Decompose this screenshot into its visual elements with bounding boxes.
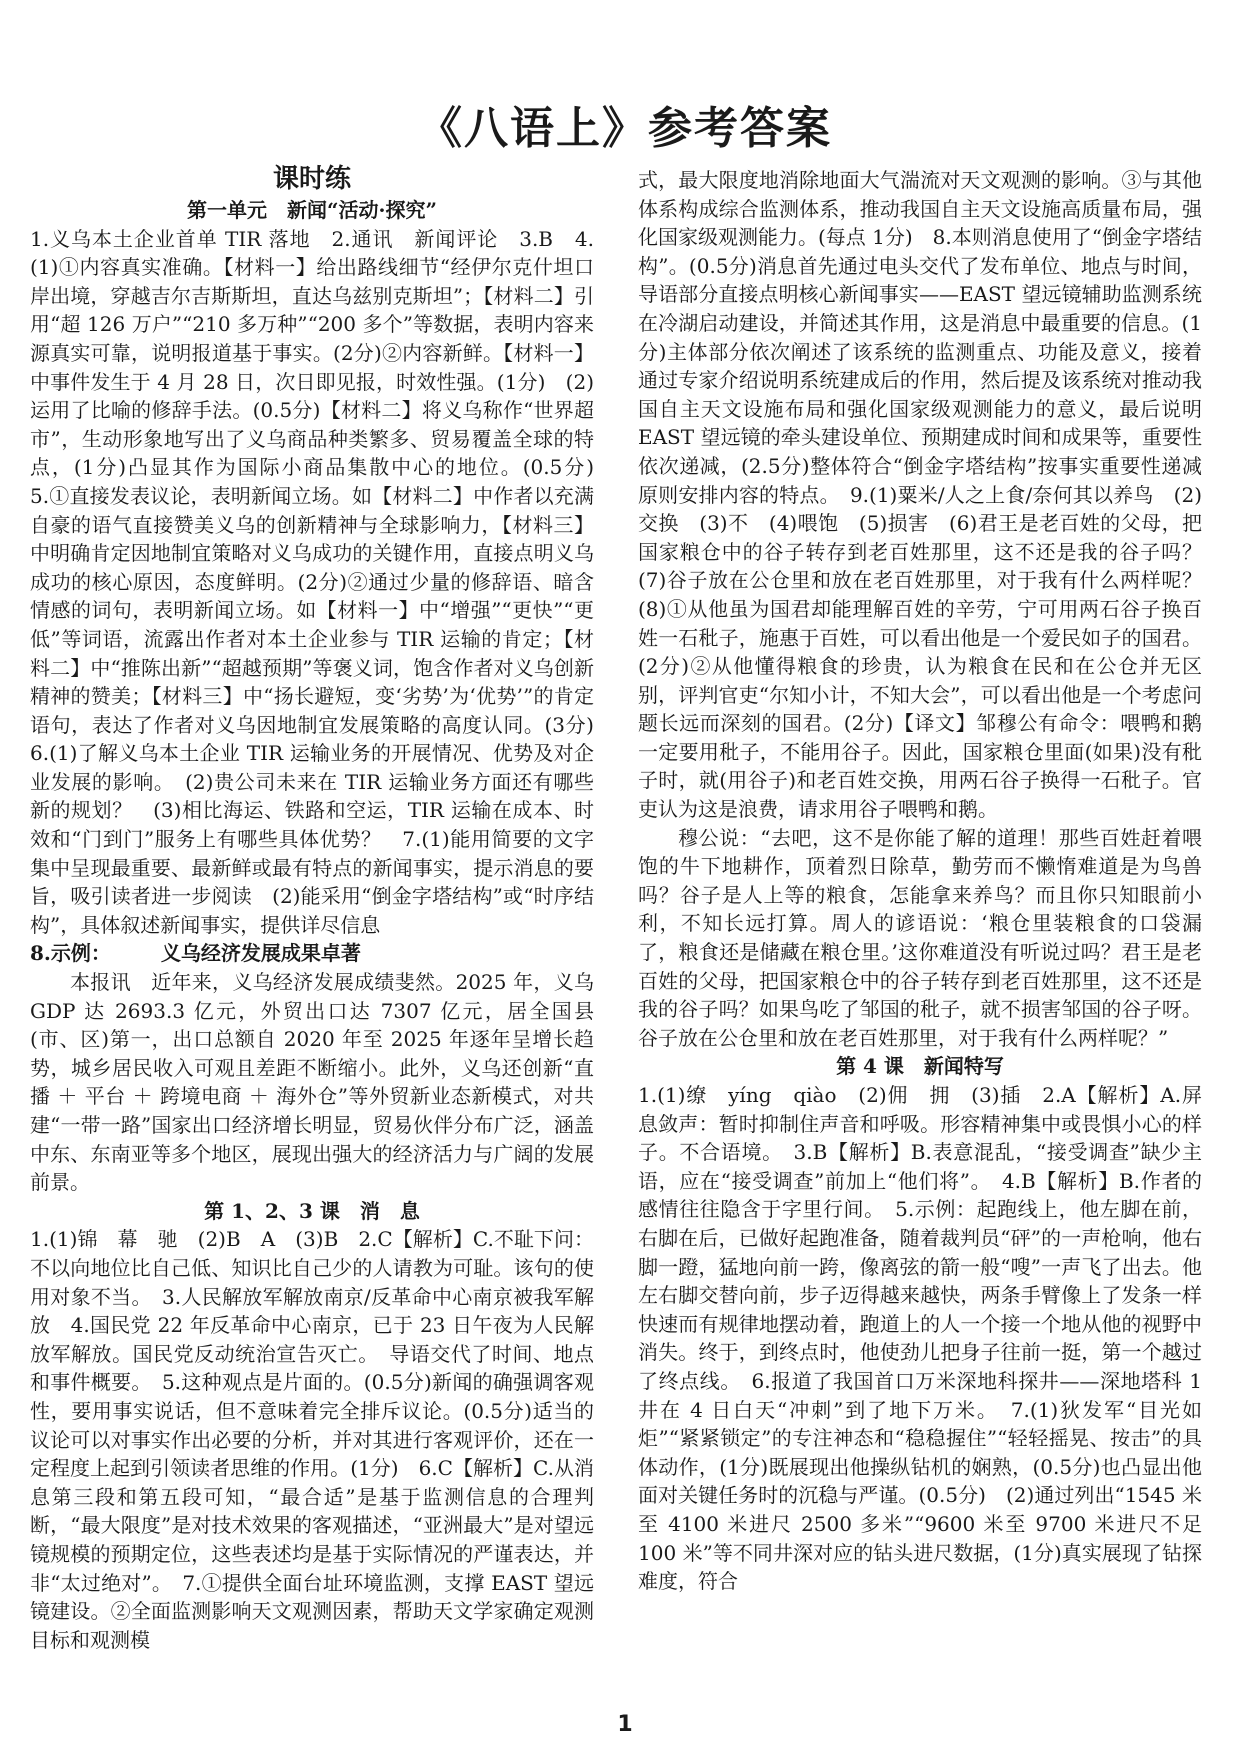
answer-block: 1.义乌本土企业首单 TIR 落地 2.通讯 新闻评论 3.B 4.(1)①内容真实准确。【材料一】给出路线细节“经伊尔克什坦口岸出境，穿越吉尔吉斯斯坦，直达乌兹别克斯坦”；【材料二】引用“超 126 万户”“210 多万种”“200 多个”等数据，表明内容来源真实可靠，说明报道基于事实。(2分)②内容新鲜。【材料一】中事件发生于 4 月 28 日，次日即见报，时效性强。(1分) (2)运用了比喻的修辞手法。(0.5分)【材料二】将义乌称作“世界超市”，生动形象地写出了义乌商品种类繁多、贸易覆盖全球的特点，(1分)凸显其作为国际小商品集散中心的地位。(0.5分) 5.①直接发表议论，表明新闻立场。如【材料二】中作者以充满自豪的语气直接赞美义乌的创新精神与全球影响力，【材料三】中明确肯定因地制宜策略对义乌成功的关键作用，直接点明义乌成功的核心原因，态度鲜明。(2分)②通过少量的修辞语、暗含情感的词句，表明新闻立场。如【材料一】中“增强”“更快”“更低”等词语，流露出作者对本土企业参与 TIR 运输的肯定；【材料二】中“推陈出新”“超越预期”等褒义词，饱含作者对义乌创新精神的赞美；【材料三】中“扬长避短，变‘劣势’为‘优势’”的肯定语句，表达了作者对义乌因地制宜发展策略的高度认同。(3分) 6.(1)了解义乌本土企业 TIR 运输业务的开展情况、优势及对企业发展的影响。 (2)贵公司未来在 TIR 运输业务方面还有哪些新的规划？ (3)相比海运、铁路和空运，TIR 运输在成本、时效和“门到门”服务上有哪些具体优势？ 7.(1)能用简要的文字集中呈现最重要、最新鲜或最有特点的新闻事实，提示消息的要旨，吸引读者进一步阅读 (2)能采用“倒金字塔结构”或“时序结构”，具体叙述新闻事实，提供详尽信息 <box>30 226 614 937</box>
section-heading: 课时练 <box>272 164 351 194</box>
translation-text: 穆公说：“去吧，这不是你能了解的道理！那些百姓赶着喂饱的牛下地耕作，顶着烈日除草，勤劳而不懒惰难道是为鸟兽吗？谷子是人上等的粮食，怎能拿来养鸟？而且你只知眼前小利，不知长远打算。周人的谚语说：‘粮仓里装粮食的口袋漏了，粮食还是储藏在粮仓里。’这你难道没有听说过吗？君王是老百姓的父母，把国家粮仓中的谷子转存到老百姓那里，这不还是我的谷子吗？如果鸟吃了邹国的秕子，就不损害邹国的谷子呀。谷子放在公仓里和放在老百姓那里，对于我有什么两样呢？” <box>638 825 1202 1050</box>
unit-heading: 第一单元 新闻“活动·探究” <box>187 198 437 222</box>
example-heading: 8.示例： 义乌经济发展成果卓著 <box>30 941 361 966</box>
page-number: 1 <box>617 1712 633 1737</box>
answer-block: 1.(1)锦 幕 驰 (2)B A (3)B 2.C【解析】C.不耻下问：不以向地位比自己低、知识比自己少的人请教为可耻。该句的使用对象不当。 3.人民解放军解放南京/反革命中心南京被我军解放 4.国民党 22 年反革命中心南京，已于 23 日午夜为人民解放军解放。国民党反动统治宣告灭亡。 导语交代了时间、地点和事件概要。 5.这种观点是片面的。(0.5分)新闻的确强调客观性，要用事实说话，但不意味着完全排斥议论。(0.5分)适当的议论可以对事实作出必要的分析，并对其进行客观评价，还在一定程度上起到引领读者思维的作用。(1分) 6.C【解析】C.从消息第三段和第五段可知，“最合适”是基于监测信息的合理判断，“最大限度”是对技术效果的客观描述，“亚洲最大”是对望远镜规模的预期定位，这些表述均是基于实际情况的严谨表达，并非“太过绝对”。 7.①提供全面台址环境监测，支撑 EAST 望远镜建设。②全面监测影响天文观测因素，帮助天文学家确定观测目标和观测模 <box>30 1227 594 1652</box>
right-column <box>638 166 1222 1701</box>
page-title: 《八语上》参考答案 <box>418 103 832 154</box>
answer-block: 1.(1)缭 yíng qiào (2)佣 拥 (3)插 2.A【解析】A.屏息敛声：暂时抑制住声音和呼吸。形容精神集中或畏惧小心的样子。不合语境。 3.B【解析】B.表意混乱，“接受调查”缺少主语，应在“接受调查”前加上“他们将”。 4.B【解析】B.作者的感情往往隐含于字里行间。 5.示例：起跑线上，他左脚在前，右脚在后，已做好起跑准备，随着裁判员“砰”的一声枪响，他右脚一蹬，猛地向前一跨，像离弦的箭一般“嗖”一声飞了出去。他左右脚交替向前，步子迈得越来越快，两条手臂像上了发条一样快速而有规律地摆动着，跑道上的人一个接一个地从他的视野中消失。终于，到终点时，他使劲儿把身子往前一挺，第一个越过了终点线。 6.报道了我国首口万米深地科探井——深地塔科 1 井在 4 日白天“冲刺”到了地下万米。 7.(1)狄发军“目光如炬”“紧紧锁定”的专注神态和“稳稳握住”“轻轻摇晃、按击”的具体动作，(1分)既展现出他操纵钻机的娴熟，(0.5分)也凸显出他面对关键任务时的沉稳与严谨。(0.5分) (2)通过列出“1545 米至 4100 米进尺 2500 多米”“9600 米至 9700 米进尺不足 100 米”等不同井深对应的钻头进尺数据，(1分)真实展现了钻探难度，符合 <box>638 1083 1202 1594</box>
lesson-heading: 第 1、2、3 课 消 息 <box>204 1198 420 1223</box>
answer-block: 式，最大限度地消除地面大气湍流对天文观测的影响。③与其他体系构成综合监测体系，推动我国自主天文设施高质量布局，强化国家级观测能力。(每点 1分) 8.本则消息使用了“倒金字塔结构”。(0.5分)消息首先通过电头交代了发布单位、地点与时间，导语部分直接点明核心新闻事实——EAST 望远镜辅助监测系统在冷湖启动建设，并简述其作用，这是消息中最重要的信息。(1分)主体部分依次阐述了该系统的监测重点、功能及意义，接着通过专家介绍说明系统建成后的作用，然后提及该系统对推动我国自主天文设施布局和强化国家级观测能力的意义，最后说明 EAST 望远镜的牵头建设单位、预期建成时间和成果等，重要性依次递减，(2.5分)整体符合“倒金字塔结构”按事实重要性递减原则安排内容的特点。 9.(1)粟米/人之上食/奈何其以养鸟 (2)交换 (3)不 (4)喂饱 (5)损害 (6)君王是老百姓的父母，把国家粮仓中的谷子转存到老百姓那里，这不还是我的谷子吗？ (7)谷子放在公仓里和放在老百姓那里，对于我有什么两样呢？ (8)①从他虽为国君却能理解百姓的辛劳，宁可用两石谷子换百姓一石秕子，施惠于百姓，可以看出他是一个爱民如子的国君。(2分)②从他懂得粮食的珍贵，认为粮食在民和在公仓并无区别，评判官吏“尔知小计，不知大会”，可以看出他是一个考虑问题长远而深刻的国君。(2分)【译文】邹穆公有命令：喂鸭和鹅一定要用秕子，不能用谷子。因此，国家粮仓里面(如果)没有秕子时，就(用谷子)和老百姓交换，用两石谷子换得一石秕子。官吏认为这是浪费，请求用谷子喂鸭和鹅。 <box>638 168 1222 822</box>
lesson-heading: 第 4 课 新闻特写 <box>836 1054 1004 1079</box>
example-news-text: 本报讯 近年来，义乌经济发展成绩斐然。2025 年，义乌 GDP 达 2693.3 亿元，外贸出口达 7307 亿元，居全国县(市、区)第一，出口总额自 2020 年至 2025 年逐年呈增长趋势，城乡居民收入可观且差距不断缩小。此外，义乌还创新“直播 ＋ 平台 ＋ 跨境电商 ＋ 海外仓”等外贸新业态新模式，对共建“一带一路”国家出口经济增长明显，贸易伙伴分布广泛，涵盖中东、东南亚等多个地区，展现出强大的经济活力与广阔的发展前景。 <box>30 970 594 1195</box>
left-column <box>30 162 614 1697</box>
